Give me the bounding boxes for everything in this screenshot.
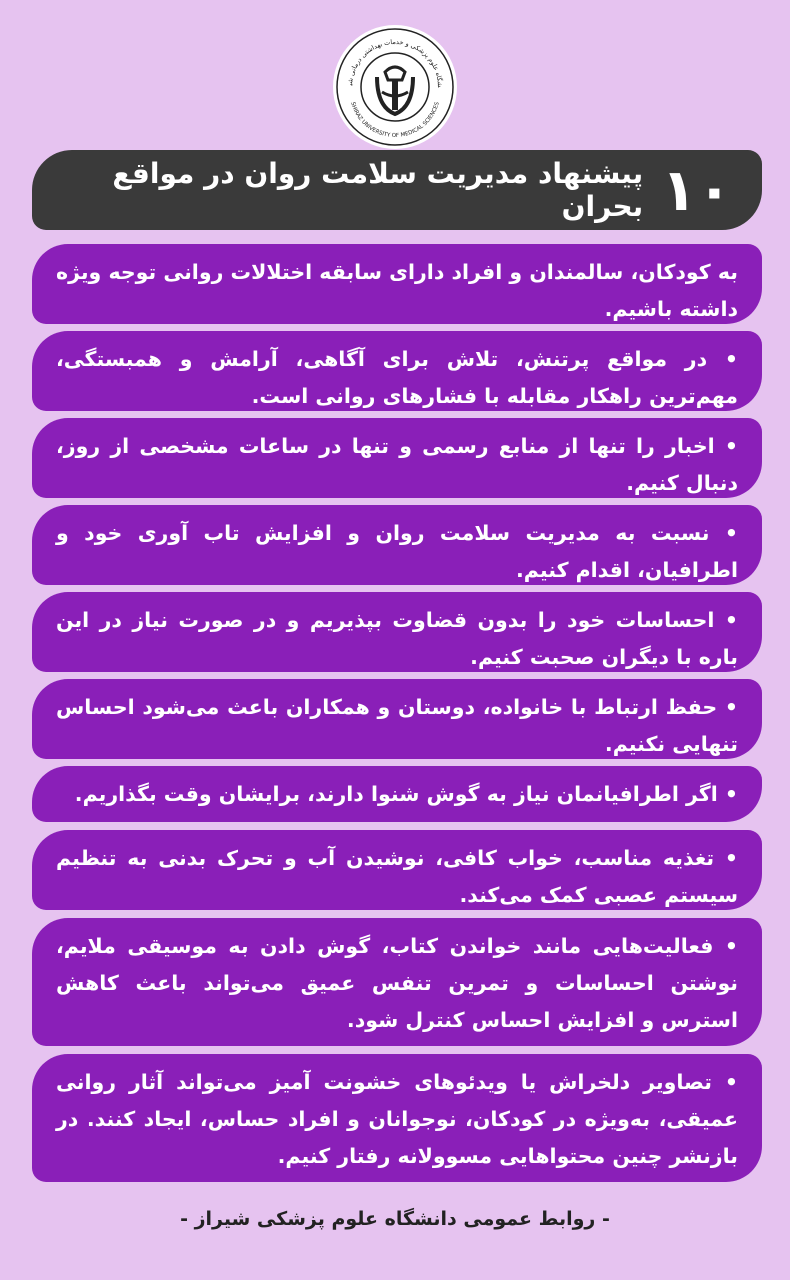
- tip-item: • نسبت به مدیریت سلامت روان و افزایش تاب آوری خود و اطرافیان، اقدام کنیم.: [32, 505, 762, 585]
- title-banner: [32, 150, 762, 230]
- tip-item: • حفظ ارتباط با خانواده، دوستان و همکاران باعث می‌شود احساس تنهایی نکنیم.: [32, 679, 762, 759]
- tip-item: • اخبار را تنها از منابع رسمی و تنها در ساعات مشخصی از روز، دنبال کنیم.: [32, 418, 762, 498]
- tip-item: • در مواقع پرتنش، تلاش برای آگاهی، آرامش و همبستگی، مهم‌ترین راهکار مقابله با فشارهای روانی است.: [32, 331, 762, 411]
- tip-item: • تغذیه مناسب، خواب کافی، نوشیدن آب و تحرک بدنی به تنظیم سیستم عصبی کمک می‌کند.: [32, 830, 762, 910]
- tip-item: • اگر اطرافیانمان نیاز به گوش شنوا دارند، برایشان وقت بگذاریم.: [32, 766, 762, 822]
- logo-text-bottom: SHIRAZ UNIVERSITY OF MEDICAL SCIENCES: [349, 101, 441, 140]
- tip-item: • فعالیت‌هایی مانند خواندن کتاب، گوش دادن به موسیقی ملایم، نوشتن احساسات و تمرین تنفس عمیق می‌تواند باعث کاهش استرس و افزایش احساس کنترل شود.: [32, 918, 762, 1046]
- tip-item: • تصاویر دلخراش یا ویدئوهای خشونت آمیز می‌تواند آثار روانی عمیقی، به‌ویژه در کودکان، نوجوانان و افراد حساس، ایجاد کنند. در بازنشر چنین محتواهایی مسوولانه رفتار کنیم.: [32, 1054, 762, 1182]
- university-logo: [330, 22, 460, 152]
- footer-credit: - روابط عمومی دانشگاه علوم پزشکی شیراز -: [180, 1208, 610, 1230]
- tip-item: به کودکان، سالمندان و افراد دارای سابقه اختلالات روانی توجه ویژه داشته باشیم.: [32, 244, 762, 324]
- tip-item: • احساسات خود را بدون قضاوت بپذیریم و در صورت نیاز در این باره با دیگران صحبت کنیم.: [32, 592, 762, 672]
- logo-text-top: شگاه علوم پزشکی و خدمات بهداشتی درمانی شی: [346, 37, 445, 88]
- page-title: پیشنهاد مدیریت سلامت روان در مواقع بحران: [112, 157, 644, 223]
- title-number: ۱۰: [661, 156, 732, 224]
